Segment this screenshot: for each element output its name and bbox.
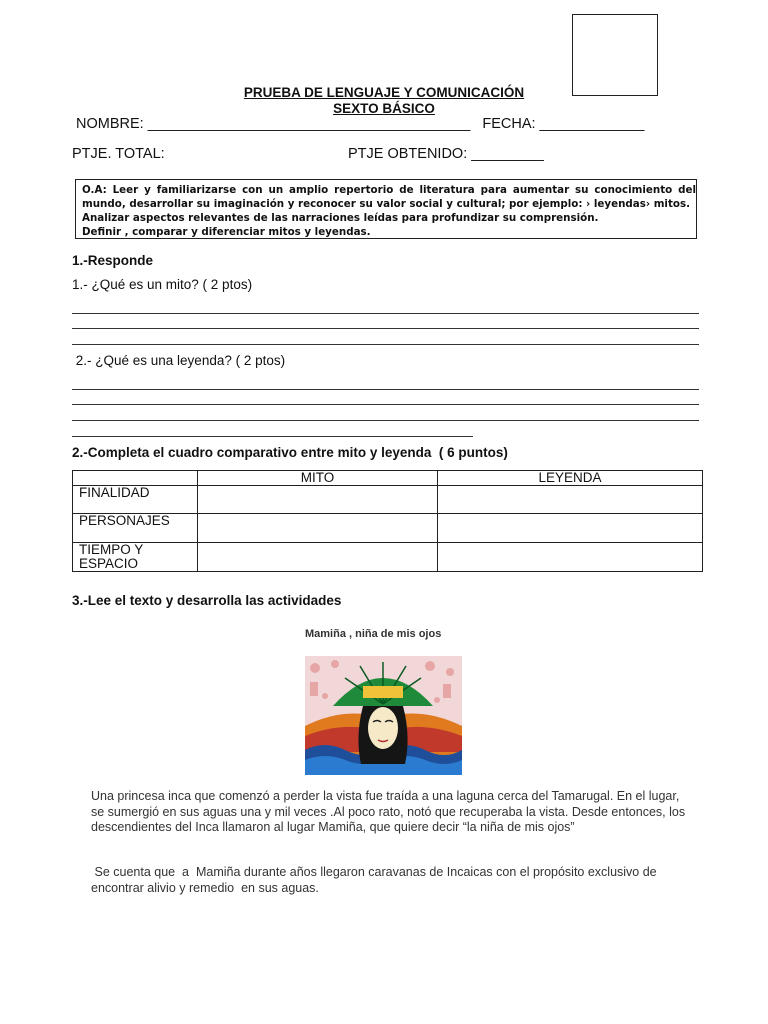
inca-princess-illustration [305, 656, 462, 775]
answer-cell[interactable] [438, 486, 703, 514]
answer-line [72, 420, 699, 421]
grade-title: SEXTO BÁSICO [333, 101, 435, 116]
story-title: Mamiña , niña de mis ojos [305, 628, 442, 640]
answer-line [72, 436, 473, 437]
section1-heading: 1.-Responde [72, 253, 154, 268]
question-2: 2.- ¿Qué es una leyenda? ( 2 ptos) [72, 353, 286, 368]
header-leyenda: LEYENDA [438, 471, 703, 486]
name-date-line: NOMBRE: ________________________________________ FECHA: _____________ [76, 116, 645, 132]
answer-cell[interactable] [438, 514, 703, 543]
answer-cell[interactable] [438, 543, 703, 572]
section2-heading: 2.-Completa el cuadro comparativo entre mito y leyenda ( 6 puntos) [72, 445, 508, 460]
answer-cell[interactable] [198, 486, 438, 514]
princess-picture [305, 656, 462, 775]
answer-cell[interactable] [198, 543, 438, 572]
story-paragraph-2: Se cuenta que a Mamiña durante años llegaron caravanas de Incaicas con el propósito exclusivo de encontrar alivio y remedio en sus aguas. [91, 865, 661, 895]
answer-line [72, 313, 699, 314]
row-tiempo-espacio: TIEMPO Y ESPACIO [73, 543, 198, 572]
photo-box [572, 14, 658, 96]
answer-cell[interactable] [198, 514, 438, 543]
objective-2: Analizar aspectos relevantes de las narraciones leídas para profundizar su comprensión. [82, 212, 599, 224]
story-paragraph-1: Una princesa inca que comenzó a perder la vista fue traída a una laguna cerca del Tamarugal. En el lugar, se sumergió en sus aguas una y mil veces .Al poco rato, notó que recuperaba la vista. Desde entonces, los descendientes del Inca llamaron al lugar Mamiña, que quiere decir “la niña de mis ojos” [91, 789, 686, 834]
header-mito: MITO [198, 471, 438, 486]
test-title: PRUEBA DE LENGUAJE Y COMUNICACIÓN [243, 85, 525, 100]
total-score-label: PTJE. TOTAL: [72, 146, 165, 162]
comparison-table [72, 470, 703, 572]
answer-line [72, 389, 699, 390]
row-personajes: PERSONAJES [73, 514, 198, 543]
table-corner-cell [73, 471, 198, 486]
question-1: 1.- ¿Qué es un mito? ( 2 ptos) [72, 277, 253, 292]
answer-line [72, 404, 699, 405]
obtained-score-label: PTJE OBTENIDO: _________ [348, 146, 544, 162]
answer-line [72, 344, 699, 345]
learning-objectives-box [75, 179, 697, 239]
objective-3: Definir , comparar y diferenciar mitos y leyendas. [82, 226, 371, 238]
objective-1: O.A: Leer y familiarizarse con un amplio repertorio de literatura para aumentar su conocimiento del mundo, desarrollar su imaginación y reconocer su valor social y cultural; por ejemplo: › leyendas› mitos. [82, 184, 696, 210]
answer-line [72, 328, 699, 329]
section3-heading: 3.-Lee el texto y desarrolla las actividades [72, 593, 342, 608]
row-finalidad: FINALIDAD [73, 486, 198, 514]
